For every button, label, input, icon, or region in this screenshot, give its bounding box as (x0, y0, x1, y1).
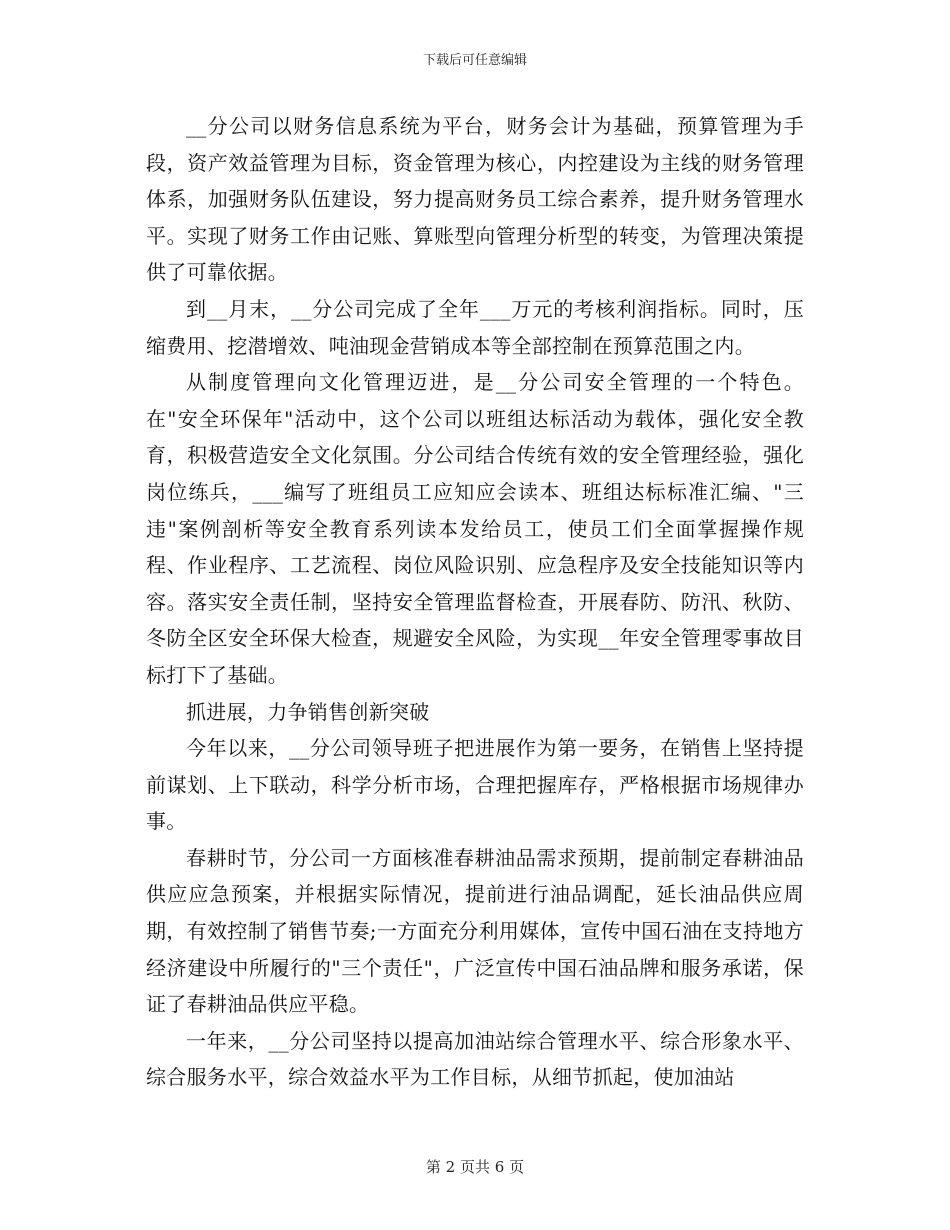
paragraph-spring-ploughing: 春耕时节，分公司一方面核准春耕油品需求预期，提前制定春耕油品供应应急预案，并根据实际情况，提前进行油品调配，延长油品供应周期，有效控制了销售节奏;一方面充分利用媒体，宣传中国石油在支持地方经济建设中所履行的"三个责任"，广泛宣传中国石油品牌和服务承诺，保证了春耕油品供应平稳。 (146, 845, 804, 1017)
paragraph-finance-system: __分公司以财务信息系统为平台，财务会计为基础，预算管理为手段，资产效益管理为目标，资金管理为核心，内控建设为主线的财务管理体系，加强财务队伍建设，努力提高财务员工综合素养，提升财务管理水平。实现了财务工作由记账、算账型向管理分析型的转变，为管理决策提供了可靠依据。 (146, 114, 804, 285)
paragraph-sales-development: 今年以来，__分公司领导班子把进展作为第一要务，在销售上坚持提前谋划、上下联动，科学分析市场，合理把握库存，严格根据市场规律办事。 (146, 736, 804, 834)
section-heading-sales: 抓进展，力争销售创新突破 (186, 699, 430, 724)
paragraph-gas-station: 一年来，__分公司坚持以提高加油站综合管理水平、综合形象水平、综合服务水平，综合效益水平为工作目标，从细节抓起，使加油站 (146, 1028, 804, 1090)
document-body (146, 108, 804, 1096)
paragraph-safety-culture: 从制度管理向文化管理迈进，是__分公司安全管理的一个特色。在"安全环保年"活动中，这个公司以班组达标活动为载体，强化安全教育，积极营造安全文化氛围。分公司结合传统有效的安全管理经验，强化岗位练兵，___编写了班组员工应知应会读本、班组达标标准汇编、"三违"案例剖析等安全教育系列读本发给员工，使员工们全面掌握操作规程、作业程序、工艺流程、岗位风险识别、应急程序及安全技能知识等内容。落实安全责任制，坚持安全管理监督检查，开展春防、防汛、秋防、冬防全区安全环保大检查，规避安全风险，为实现__年安全管理零事故目标打下了基础。 (146, 370, 804, 687)
page-header: 下载后可任意编辑 (422, 53, 527, 68)
page-number: 第 2 页共 6 页 (425, 1158, 525, 1176)
paragraph-profit-target: 到__月末，__分公司完成了全年___万元的考核利润指标。同时，压缩费用、挖潜增效、吨油现金营销成本等全部控制在预算范围之内。 (146, 296, 804, 358)
